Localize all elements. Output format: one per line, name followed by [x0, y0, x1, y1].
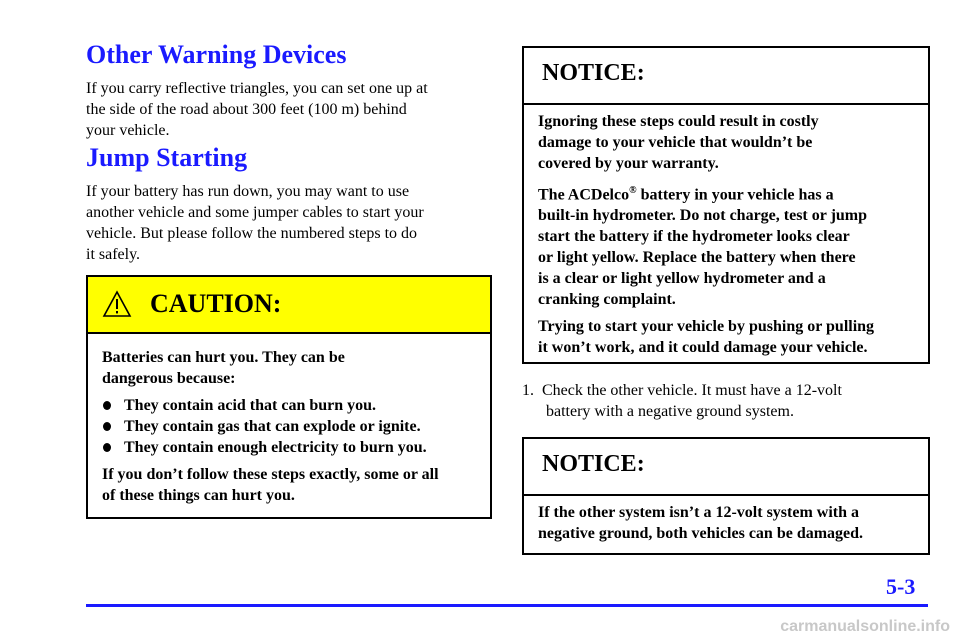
notice-box-battery	[522, 46, 930, 364]
caution-body	[102, 347, 439, 506]
heading-other-warning-devices: Other Warning Devices	[86, 40, 347, 69]
warning-triangle-icon	[102, 290, 132, 318]
paragraph-warning-devices	[86, 78, 428, 141]
step-line: battery with a negative ground system.	[546, 403, 794, 420]
notice-line: built‑in hydrometer. Do not charge, test or jump	[538, 207, 868, 225]
caution-bullet-item	[102, 395, 439, 416]
notice-line: damage to your vehicle that wouldn’t be	[538, 134, 813, 151]
watermark: carmanualsonline.info	[780, 618, 950, 635]
bullet-icon	[103, 401, 111, 410]
caution-title: CAUTION:	[150, 289, 282, 318]
bullet-text: They contain acid that can burn you.	[124, 397, 377, 414]
step-1	[522, 380, 842, 422]
notice-body	[538, 502, 863, 544]
notice-line: is a clear or light yellow hydrometer and a	[538, 270, 826, 288]
bullet-icon	[103, 443, 111, 452]
registered-mark: ®	[629, 185, 637, 196]
footer-rule	[86, 604, 928, 607]
text-segment: battery in your vehicle has a	[636, 186, 834, 204]
notice-line: covered by your warranty.	[538, 155, 719, 172]
text-line: the side of the road about 300 feet (100 m) behind	[86, 101, 407, 118]
notice-title: NOTICE:	[542, 60, 645, 86]
notice-line: cranking complaint.	[538, 291, 676, 309]
paragraph-jump-starting	[86, 181, 424, 265]
step-line	[522, 380, 842, 401]
text-line: your vehicle.	[86, 122, 170, 139]
notice-header	[524, 48, 928, 105]
caution-box	[86, 275, 492, 519]
notice-line: Ignoring these steps could result in costly	[538, 113, 819, 130]
notice-header	[524, 439, 928, 496]
caution-header	[88, 277, 490, 334]
bullet-icon	[103, 422, 111, 431]
caution-intro-line: Batteries can hurt you. They can be	[102, 349, 345, 366]
page-number: 5-3	[886, 574, 916, 599]
notice-line: If the other system isn’t a 12‑volt system with a	[538, 504, 859, 521]
bullet-text: They contain enough electricity to burn you.	[124, 439, 427, 456]
notice-line: negative ground, both vehicles can be damaged.	[538, 525, 864, 542]
text-line: another vehicle and some jumper cables to start your	[86, 204, 424, 221]
caution-bullet-item	[102, 416, 439, 437]
notice-title: NOTICE:	[542, 451, 645, 477]
notice-box-12-volt	[522, 437, 930, 555]
caution-bullet-item	[102, 437, 439, 458]
text-line: it safely.	[86, 246, 141, 263]
notice-line	[538, 180, 874, 205]
notice-line: start the battery if the hydrometer looks clear	[538, 228, 850, 246]
text-line: If you carry reflective triangles, you can set one up at	[86, 80, 428, 97]
text-segment: The ACDelco	[538, 186, 630, 204]
notice-line: or light yellow. Replace the battery when there	[538, 249, 856, 267]
step-number: 1.	[522, 382, 534, 399]
notice-line: Trying to start your vehicle by pushing or pulling	[538, 318, 875, 336]
text-line: If your battery has run down, you may want to use	[86, 183, 410, 200]
caution-closing-line: of these things can hurt you.	[102, 487, 295, 504]
text-line: vehicle. But please follow the numbered steps to do	[86, 225, 418, 242]
notice-line: it won’t work, and it could damage your vehicle.	[538, 339, 868, 357]
bullet-text: They contain gas that can explode or ignite.	[124, 418, 421, 435]
caution-intro-line: dangerous because:	[102, 370, 236, 387]
caution-closing-line: If you don’t follow these steps exactly, some or all	[102, 466, 439, 483]
heading-jump-starting: Jump Starting	[86, 143, 248, 172]
step-text: Check the other vehicle. It must have a 12‑volt	[542, 382, 842, 399]
notice-body	[538, 111, 874, 358]
